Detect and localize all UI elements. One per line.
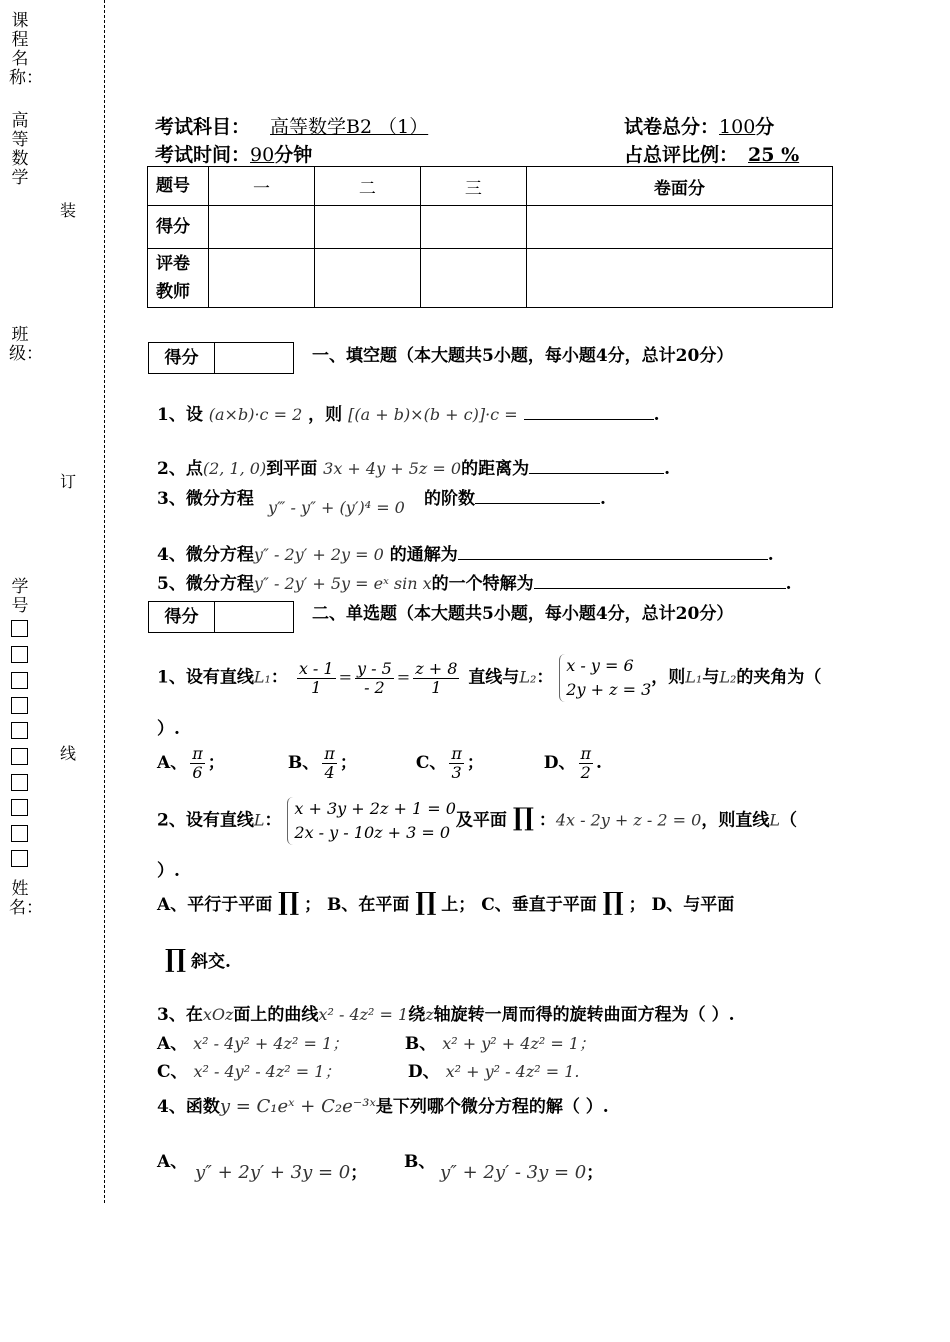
answer-blank[interactable] xyxy=(529,459,664,474)
student-id-box[interactable] xyxy=(11,697,28,714)
exam-ratio: 占总评比例： 25 % xyxy=(624,144,800,166)
s1-question-1: 1、设 (a×b)·c = 2 ，则 [(a + b)×(b + c)]·c = . xyxy=(157,405,660,425)
student-id-box[interactable] xyxy=(11,850,28,867)
s2-question-3: 3、在xOz面上的曲线x² - 4z² = 1绕z轴旋转一周而得的旋转曲面方程为（ ）. xyxy=(157,1005,735,1025)
margin-zhuang: 装 xyxy=(60,201,77,220)
margin-course-label: 课程名称： xyxy=(9,11,43,88)
binding-dashed-line xyxy=(104,0,105,1203)
score-table xyxy=(147,166,833,308)
score-cell[interactable] xyxy=(209,206,315,249)
s1-question-2: 2、点(2, 1, 0)到平面 3x + 4y + 5z = 0的距离为 . xyxy=(157,459,671,479)
student-id-box[interactable] xyxy=(11,825,28,842)
s2-question-3-options-cd xyxy=(157,1057,580,1082)
score-table-header: 一 xyxy=(209,167,315,206)
grader-cell[interactable] xyxy=(526,249,832,308)
s2-question-2: 2、设有直线L： x + 3y + 2z + 1 = 0 2x - y - 10z + 3 = 0及平面 ∏ ：4x - 2y + z - 2 = 0，则直线L（ xyxy=(157,797,797,845)
margin-course-name: 高等数学 xyxy=(11,111,29,188)
score-table-header: 二 xyxy=(314,167,420,206)
option-b[interactable]: B、在平面 ∏ 上； xyxy=(327,887,476,916)
s2-question-2-options xyxy=(157,887,734,916)
section1-score-box[interactable] xyxy=(148,342,294,374)
margin-xian: 线 xyxy=(60,744,77,763)
margin-name-label: 姓名： xyxy=(9,879,43,918)
answer-blank[interactable] xyxy=(534,574,786,589)
answer-blank[interactable] xyxy=(458,545,768,560)
section2-title: 二、单选题（本大题共5小题，每小题4分，总计20分） xyxy=(312,604,734,624)
s2-question-4-option-b[interactable]: B、 xyxy=(404,1152,436,1172)
plane-symbol: ∏ xyxy=(512,802,533,832)
student-id-box[interactable] xyxy=(11,748,28,765)
exam-subject: 考试科目： 高等数学B2 （1） xyxy=(155,116,429,138)
option-a[interactable]: A、 $\frac{\pi}{6}$ ； xyxy=(157,744,225,782)
s2-question-4-option-b-math: y″ + 2y′ - 3y = 0； xyxy=(440,1162,604,1183)
grader-cell[interactable] xyxy=(420,249,526,308)
s1-question-5: 5、微分方程y″ - 2y′ + 5y = eˣ sin x的一个特解为 . xyxy=(157,574,792,594)
exam-total-score: 试卷总分：100分 xyxy=(624,116,775,138)
s2-question-1-options xyxy=(157,745,602,782)
margin-ding: 订 xyxy=(60,472,77,491)
student-id-box[interactable] xyxy=(11,646,28,663)
student-id-box[interactable] xyxy=(11,672,28,689)
option-c[interactable]: C、垂直于平面 ∏ ； xyxy=(481,887,646,916)
option-a[interactable]: A、平行于平面 ∏ ； xyxy=(157,887,322,916)
exam-time: 考试时间：90分钟 xyxy=(155,144,313,166)
s2-question-1-close: ）. xyxy=(157,719,180,739)
score-cell[interactable] xyxy=(420,206,526,249)
option-b[interactable]: B、 $\frac{\pi}{4}$ ； xyxy=(287,744,357,782)
option-c[interactable]: C、 $\frac{\pi}{3}$ ； xyxy=(415,744,484,782)
option-d[interactable]: D、 x² + y² - 4z² = 1. xyxy=(407,1062,580,1082)
score-cell[interactable] xyxy=(526,206,832,249)
score-row-label: 得分 xyxy=(148,206,209,249)
s1-question-4: 4、微分方程y″ - 2y′ + 2y = 0 的通解为 . xyxy=(157,545,774,565)
answer-blank[interactable] xyxy=(524,405,654,420)
s1-question-3a: 3、微分方程 xyxy=(157,489,254,509)
option-a[interactable]: A、 x² - 4y² + 4z² = 1； xyxy=(157,1034,349,1054)
section2-score-box[interactable] xyxy=(148,601,294,633)
score-box-label: 得分 xyxy=(149,343,215,373)
score-table-header: 三 xyxy=(420,167,526,206)
score-table-header: 题号 xyxy=(148,167,209,206)
grader-cell[interactable] xyxy=(209,249,315,308)
s2-question-4-option-a[interactable]: A、 xyxy=(157,1152,188,1172)
s2-question-4-option-a-math: y″ + 2y′ + 3y = 0； xyxy=(195,1162,368,1183)
student-id-box[interactable] xyxy=(11,722,28,739)
option-b[interactable]: B、 x² + y² + 4z² = 1； xyxy=(404,1034,596,1054)
option-d[interactable]: D、与平面 xyxy=(651,895,735,915)
s2-question-3-options-ab xyxy=(157,1029,595,1054)
s2-question-2-option-d-cont: ∏ 斜交. xyxy=(165,944,231,973)
s1-question-3-math: y‴ - y″ + (y′)⁴ = 0 xyxy=(268,498,405,517)
student-id-box[interactable] xyxy=(11,774,28,791)
s2-question-4: 4、函数y = C₁eˣ + C₂e⁻³ˣ是下列哪个微分方程的解（ ）. xyxy=(157,1096,609,1117)
score-box-label: 得分 xyxy=(149,602,215,632)
option-c[interactable]: C、 x² - 4y² - 4z² = 1； xyxy=(157,1062,341,1082)
margin-student-id-label: 学号 xyxy=(11,577,29,616)
student-id-box[interactable] xyxy=(11,620,28,637)
section1-title: 一、填空题（本大题共5小题，每小题4分，总计20分） xyxy=(312,346,734,366)
grader-cell[interactable] xyxy=(314,249,420,308)
answer-blank[interactable] xyxy=(475,489,600,504)
s1-question-3b: 的阶数 . xyxy=(424,489,606,509)
s2-question-2-close: ）. xyxy=(157,861,180,881)
option-d[interactable]: D、 $\frac{\pi}{2}$ . xyxy=(543,744,602,782)
student-id-box[interactable] xyxy=(11,799,28,816)
grader-row-label: 评卷 教师 xyxy=(148,249,209,308)
score-cell[interactable] xyxy=(314,206,420,249)
s2-question-1: 1、设有直线L₁： $\frac{x - 1}{1}$ = $\frac{y - 5}{- 2}$ = $\frac{z + 8}{1}$ 直线与L₂： x - y = 6 2y + z = 3，则L₁与L₂的夹角为（ xyxy=(157,654,821,702)
score-table-header: 卷面分 xyxy=(526,167,832,206)
margin-class-label: 班级： xyxy=(9,325,43,364)
